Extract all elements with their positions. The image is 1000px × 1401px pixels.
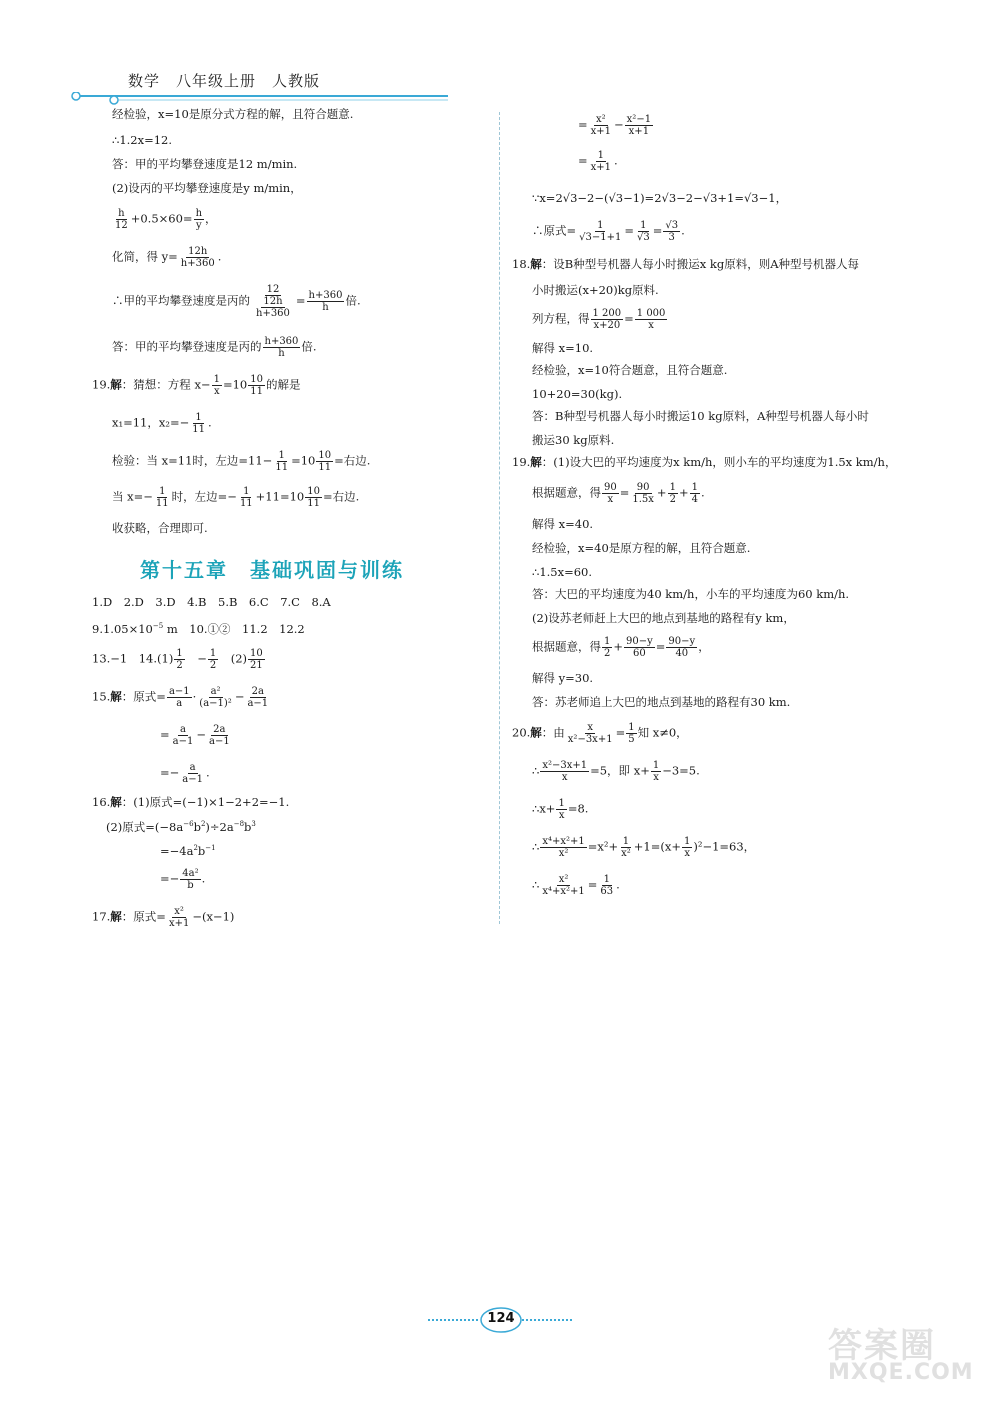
equation-line: ∴原式= $\frac{1}{√3-1+1}$ = $\frac{1}{√3}$ = $\frac{√3}{3}$ . bbox=[532, 220, 685, 243]
text-line: (2)设丙的平均攀登速度是y m/min， bbox=[112, 181, 302, 195]
equation-line: = $\frac{1}{x+1}$ . bbox=[578, 150, 618, 173]
equation-line: =− $\frac{a}{a-1}$ . bbox=[160, 762, 210, 785]
text-line: 小时搬运(x+20)kg原料. bbox=[532, 283, 659, 297]
text-line: 答：苏老师追上大巴的地点到基地的路程有30 km. bbox=[532, 695, 791, 709]
question-19-line: 19.解：猜想：方程 x− $\frac{1}{x}$ =10 $\frac{10}{11}$ 的解是 bbox=[92, 374, 301, 397]
equation-line: ∴x+ $\frac{1}{x}$ =8. bbox=[532, 798, 589, 821]
fraction: $\frac{h}{y}$ bbox=[195, 208, 203, 231]
answer-line: 1.D 2.D 3.D 4.B 5.B 6.C 7.C 8.A bbox=[92, 595, 331, 609]
question-18-line: 18.解：设B种型号机器人每小时搬运x kg原料，则A种型号机器人每 bbox=[512, 257, 860, 271]
equation-line: ∴ $\frac{\text{x⁴+x²+1}}{\text{x²}}$ =x²+ $\frac{1}{\text{x²}}$ +1=(x+ $\frac{1}{x}$ )²−1=63， bbox=[532, 836, 756, 859]
page-number-text: 124 bbox=[487, 1311, 515, 1326]
text-line: 收获略，合理即可. bbox=[112, 521, 208, 535]
fraction: $\frac{12}{\frac{12h}{h+360}}$ bbox=[256, 284, 290, 319]
equation-line: 化简，得 y= $\frac{12h}{h+360}$ . bbox=[112, 246, 222, 269]
equation-line: = $\frac{\text{x²}}{x+1}$ − $\frac{\text{x²−1}}{x+1}$ bbox=[578, 114, 652, 137]
chapter-title: 第十五章 基础巩固与训练 bbox=[140, 558, 404, 582]
fraction: $\frac{h+360}{h}$ bbox=[264, 336, 299, 359]
text-line: 解得 y=30. bbox=[532, 671, 594, 685]
header-decoration bbox=[70, 92, 450, 106]
text-line: 解得 x=40. bbox=[532, 517, 594, 531]
question-16-line: 16.解：(1)原式=(−1)×1−2+2=−1. bbox=[92, 795, 290, 809]
equation-line: 列方程，得 $\frac{1 200}{x+20}$ = $\frac{1 000}{x}$ bbox=[532, 308, 666, 331]
equation-line: ∴甲的平均攀登速度是丙的 $\frac{12}{\frac{12h}{h+360}}$ = $\frac{h+360}{h}$ 倍. bbox=[112, 284, 361, 319]
question-19-line: 19.解：(1)设大巴的平均速度为x km/h，则小车的平均速度为1.5x km/h， bbox=[512, 455, 897, 469]
text-line: 答：B种型号机器人每小时搬运10 kg原料，A种型号机器人每小时 bbox=[532, 409, 869, 423]
question-20-line: 20.解：由 $\frac{x}{\text{x²−3x+1}}$ = $\frac{1}{5}$ 知 x≠0， bbox=[512, 722, 688, 745]
equation-line: 答：甲的平均攀登速度是丙的 $\frac{h+360}{h}$ 倍. bbox=[112, 336, 317, 359]
equation-line: ∴ $\frac{\text{x²−3x+1}}{x}$ =5，即 x+ $\frac{1}{x}$ −3=5. bbox=[532, 760, 700, 783]
equation-line: =− $\frac{\text{4a²}}{b}$ . bbox=[160, 868, 206, 891]
text-line: 搬运30 kg原料. bbox=[532, 433, 615, 447]
column-divider bbox=[499, 112, 500, 924]
equation-line: = $\frac{a}{a-1}$ − $\frac{2a}{a-1}$ bbox=[160, 724, 230, 747]
text-line: 解得 x=10. bbox=[532, 341, 594, 355]
equation-line: $\frac{h}{12}$ +0.5×60= $\frac{h}{y}$ ， bbox=[115, 208, 217, 231]
equation-line: 根据题意，得 $\frac{1}{2}$ + $\frac{90-y}{60}$ = $\frac{90-y}{40}$ ， bbox=[532, 636, 710, 659]
text-line: 经检验，x=10是原分式方程的解，且符合题意. bbox=[112, 107, 354, 121]
watermark-url: MXQE.COM bbox=[828, 1360, 974, 1385]
fraction: $\frac{h}{12}$ bbox=[115, 208, 128, 231]
text-line: 答：甲的平均攀登速度是12 m/min. bbox=[112, 157, 298, 171]
fraction: $\frac{12h}{h+360}$ bbox=[180, 246, 215, 269]
text-line: 答：大巴的平均速度为40 km/h，小车的平均速度为60 km/h. bbox=[532, 587, 850, 601]
equation-line: ∴ $\frac{\text{x²}}{\text{x⁴+x²+1}}$ = $\frac{1}{63}$ . bbox=[532, 874, 620, 897]
text-line: 10+20=30(kg). bbox=[532, 387, 623, 401]
equation-line: x₁=11，x₂=− $\frac{1}{11}$ . bbox=[112, 412, 212, 435]
equation-line: 检验：当 x=11时，左边=11− $\frac{1}{11}$ =10 $\frac{10}{11}$ =右边. bbox=[112, 450, 371, 473]
question-17-line: 17.解：原式= $\frac{\text{x²}}{x+1}$ −(x−1) bbox=[92, 906, 235, 929]
equation-line: (2)原式$=(-8a^{-6}b^2)\div 2a^{-8}b^3$ bbox=[106, 819, 256, 834]
watermark bbox=[828, 1318, 988, 1388]
watermark-text: 答案圈 bbox=[828, 1326, 936, 1366]
page-number bbox=[428, 1306, 574, 1334]
answer-line: 13.−1 14.(1) $\frac{1}{2}$ − $\frac{1}{2}$ (2) $\frac{10}{21}$ bbox=[92, 648, 263, 671]
equation-line: 当 x=− $\frac{1}{11}$ 时，左边=− $\frac{1}{11}$ +11=10 $\frac{10}{11}$ =右边. bbox=[112, 486, 360, 509]
text-line: 经检验，x=10符合题意，且符合题意. bbox=[532, 363, 728, 377]
text-line: 经检验，x=40是原方程的解，且符合题意. bbox=[532, 541, 751, 555]
text-line: (2)设苏老师赶上大巴的地点到基地的路程有y km， bbox=[532, 611, 795, 625]
header-title: 数学 八年级上册 人教版 bbox=[128, 72, 321, 90]
question-15-line: 15.解：原式= $\frac{a-1}{a}$ · $\frac{\text{a²}}{\text{(a−1)²}}$ − $\frac{2a}{a-1}$ bbox=[92, 686, 269, 709]
fraction: $\frac{h+360}{h}$ bbox=[308, 290, 343, 313]
equation-line: 根据题意，得 $\frac{90}{x}$ = $\frac{90}{1.5x}$ + $\frac{1}{2}$ + $\frac{1}{4}$ . bbox=[532, 482, 705, 505]
equation-line: ∵x=2√3−2−(√3−1)=2√3−2−√3+1=√3−1， bbox=[532, 191, 788, 205]
text-line: ∴1.2x=12. bbox=[112, 133, 173, 147]
equation-line: $=-4a^2b^{-1}$ bbox=[160, 843, 216, 858]
text-line: ∴1.5x=60. bbox=[532, 565, 593, 579]
answer-line: $9.1.05\times 10^{-5}$ m 10.①② 11.2 12.2 bbox=[92, 621, 305, 636]
